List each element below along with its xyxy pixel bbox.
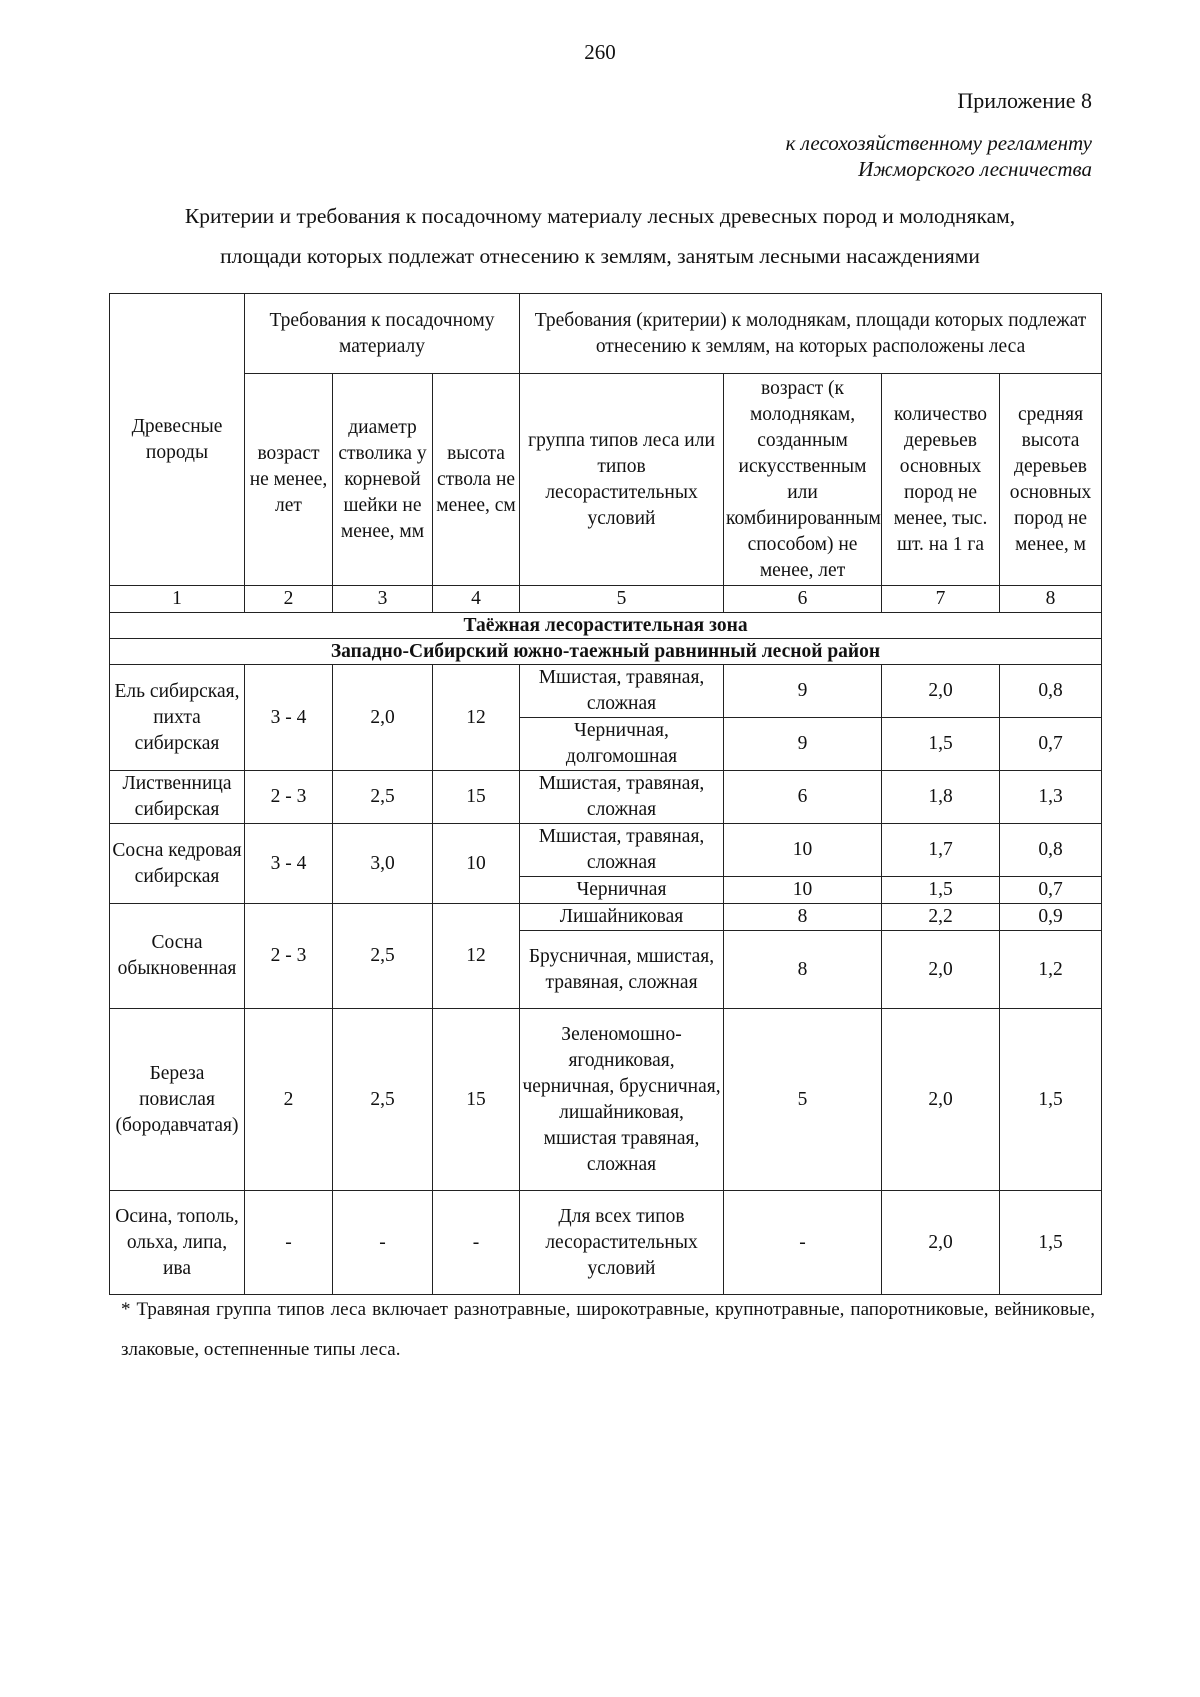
column-number: 6 <box>724 586 882 613</box>
column-number: 4 <box>433 586 520 613</box>
tree-count-cell: 2,0 <box>882 1191 1000 1295</box>
appendix-title: Приложение 8 <box>957 88 1092 113</box>
zone-heading: Таёжная лесорастительная зона <box>110 613 1102 639</box>
diameter-cell: 2,5 <box>333 771 433 824</box>
diameter-cell: 3,0 <box>333 824 433 904</box>
forest-type-cell: Черничная <box>520 877 724 904</box>
young-age-cell: 6 <box>724 771 882 824</box>
average-height-cell: 1,2 <box>1000 931 1102 1009</box>
average-height-cell: 0,7 <box>1000 877 1102 904</box>
average-height-cell: 0,8 <box>1000 665 1102 718</box>
forest-type-cell: Лишайниковая <box>520 904 724 931</box>
requirements-table <box>109 293 1102 1295</box>
species-cell: Береза повислая (бородавчатая) <box>110 1009 245 1191</box>
forest-type-cell: Зеленомошно-ягодниковая, черничная, брусничная, лишайниковая, мшистая травяная, сложная <box>520 1009 724 1191</box>
height-cell: 15 <box>433 771 520 824</box>
species-cell: Осина, тополь, ольха, липа, ива <box>110 1191 245 1295</box>
header-diameter: диаметр стволика у корневой шейки не менее, мм <box>333 374 433 586</box>
header-height: высота ствола не менее, см <box>433 374 520 586</box>
young-age-cell: 9 <box>724 718 882 771</box>
species-cell: Сосна обыкновенная <box>110 904 245 1009</box>
young-age-cell: 10 <box>724 824 882 877</box>
footnote: * Травяная группа типов леса включает разнотравные, широкотравные, крупнотравные, папоротниковые, вейниковые, злаковые, остепненные типы леса. <box>121 1299 1095 1360</box>
tree-count-cell: 2,2 <box>882 904 1000 931</box>
forest-type-cell: Для всех типов лесорастительных условий <box>520 1191 724 1295</box>
young-age-cell: 8 <box>724 931 882 1009</box>
column-number: 7 <box>882 586 1000 613</box>
header-planting-material: Требования к посадочному материалу <box>245 294 520 374</box>
species-cell: Ель сибирская, пихта сибирская <box>110 665 245 771</box>
tree-count-cell: 1,5 <box>882 877 1000 904</box>
column-number: 5 <box>520 586 724 613</box>
header-young-stands: Требования (критерии) к молоднякам, площади которых подлежат отнесению к землям, на которых расположены леса <box>520 294 1102 374</box>
height-cell: 15 <box>433 1009 520 1191</box>
young-age-cell: 9 <box>724 665 882 718</box>
young-age-cell: 5 <box>724 1009 882 1191</box>
forest-type-cell: Мшистая, травяная, сложная <box>520 771 724 824</box>
diameter-cell: 2,0 <box>333 665 433 771</box>
header-forest-type: группа типов леса или типов лесорастительных условий <box>520 374 724 586</box>
diameter-cell: 2,5 <box>333 904 433 1009</box>
tree-count-cell: 1,8 <box>882 771 1000 824</box>
diameter-cell: - <box>333 1191 433 1295</box>
forest-type-cell: Мшистая, травяная, сложная <box>520 824 724 877</box>
average-height-cell: 0,7 <box>1000 718 1102 771</box>
average-height-cell: 1,5 <box>1000 1191 1102 1295</box>
height-cell: 10 <box>433 824 520 904</box>
tree-count-cell: 1,7 <box>882 824 1000 877</box>
height-cell: 12 <box>433 904 520 1009</box>
age-cell: 2 - 3 <box>245 771 333 824</box>
tree-count-cell: 2,0 <box>882 665 1000 718</box>
age-cell: 2 - 3 <box>245 904 333 1009</box>
height-cell: 12 <box>433 665 520 771</box>
forest-type-cell: Брусничная, мшистая, травяная, сложная <box>520 931 724 1009</box>
species-cell: Сосна кедровая сибирская <box>110 824 245 904</box>
average-height-cell: 0,8 <box>1000 824 1102 877</box>
subtitle-line: к лесохозяйственному регламенту <box>785 131 1092 155</box>
header-age: возраст не менее, лет <box>245 374 333 586</box>
forest-type-cell: Мшистая, травяная, сложная <box>520 665 724 718</box>
column-number: 1 <box>110 586 245 613</box>
young-age-cell: 10 <box>724 877 882 904</box>
column-number: 8 <box>1000 586 1102 613</box>
header-species: Древесные породы <box>110 294 245 586</box>
average-height-cell: 0,9 <box>1000 904 1102 931</box>
age-cell: 3 - 4 <box>245 665 333 771</box>
header-young-age: возраст (к молоднякам, созданным искусственным или комбинированным способом) не менее, лет <box>724 374 882 586</box>
tree-count-cell: 2,0 <box>882 1009 1000 1191</box>
tree-count-cell: 1,5 <box>882 718 1000 771</box>
page-number: 260 <box>584 40 616 64</box>
subtitle-line: Ижморского лесничества <box>858 157 1092 181</box>
young-age-cell: - <box>724 1191 882 1295</box>
title-line: площади которых подлежат отнесению к землям, занятым лесными насаждениями <box>220 244 980 268</box>
header-tree-count: количество деревьев основных пород не менее, тыс. шт. на 1 га <box>882 374 1000 586</box>
appendix-subtitle <box>786 130 1092 182</box>
age-cell: - <box>245 1191 333 1295</box>
age-cell: 3 - 4 <box>245 824 333 904</box>
young-age-cell: 8 <box>724 904 882 931</box>
height-cell: - <box>433 1191 520 1295</box>
forest-type-cell: Черничная, долгомошная <box>520 718 724 771</box>
species-cell: Лиственница сибирская <box>110 771 245 824</box>
average-height-cell: 1,5 <box>1000 1009 1102 1191</box>
title-line: Критерии и требования к посадочному материалу лесных древесных пород и молоднякам, <box>184 204 1016 228</box>
document-title <box>108 196 1092 276</box>
district-heading: Западно-Сибирский южно-таежный равнинный лесной район <box>110 639 1102 665</box>
column-number: 3 <box>333 586 433 613</box>
column-number: 2 <box>245 586 333 613</box>
age-cell: 2 <box>245 1009 333 1191</box>
diameter-cell: 2,5 <box>333 1009 433 1191</box>
header-average-height: средняя высота деревьев основных пород не менее, м <box>1000 374 1102 586</box>
tree-count-cell: 2,0 <box>882 931 1000 1009</box>
average-height-cell: 1,3 <box>1000 771 1102 824</box>
